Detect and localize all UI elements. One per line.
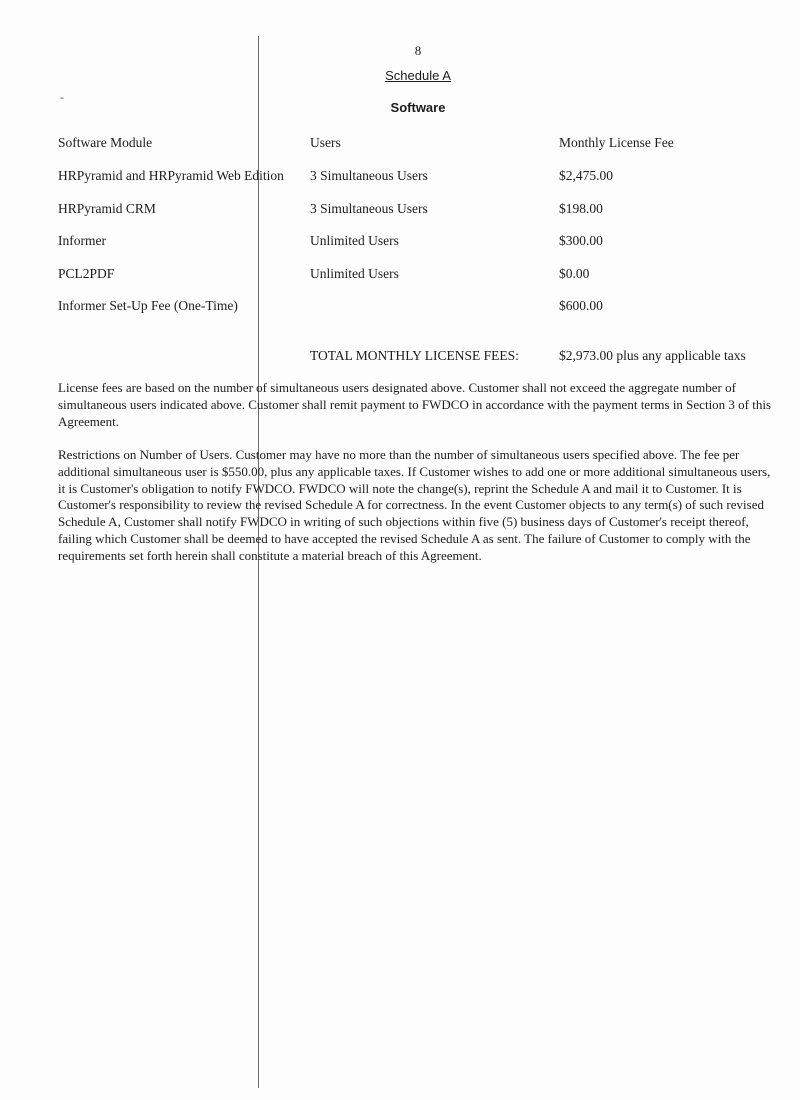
header-software-module: Software Module — [58, 135, 153, 150]
row-users: 3 Simultaneous Users — [310, 201, 428, 216]
header-users: Users — [310, 135, 341, 150]
row-fee: $2,475.00 — [559, 168, 613, 183]
schedule-title: Schedule A — [385, 68, 451, 83]
user-restrictions-paragraph: Restrictions on Number of Users. Customer may have no more than the number of simultaneous users specified above. The fee per additional simultaneous user is $550.00, plus any applicable taxes. If Customer wishes to add one or more additional simultaneous users, it is Customer's obligation to notify FWDCO. FWDCO will note the change(s), reprint the Schedule A and mail it to Customer. It is Customer's responsibility to review the revised Schedule A for correctness. In the event Customer objects to any term(s) of such revised Schedule A, Customer shall notify FWDCO in writing of such objections within five (5) business days of Customer's receipt thereof, failing which Customer shall be deemed to have accepted the revised Schedule A as sent. The failure of Customer to comply with the requirements set forth herein shall constitute a material breach of this Agreement. — [58, 447, 771, 563]
row-users: 3 Simultaneous Users — [310, 168, 428, 183]
row-module: Informer Set-Up Fee (One-Time) — [58, 298, 238, 313]
total-label: TOTAL MONTHLY LICENSE FEES: — [310, 348, 519, 363]
schedule-subtitle: Software — [390, 100, 446, 115]
total-value: $2,973.00 plus any applicable taxs — [559, 348, 746, 363]
page-number: 8 — [414, 43, 422, 58]
stray-mark: - — [60, 90, 64, 104]
row-users: Unlimited Users — [310, 233, 399, 248]
row-module: Informer — [58, 233, 106, 248]
row-module: HRPyramid CRM — [58, 201, 156, 216]
row-module: HRPyramid and HRPyramid Web Edition — [58, 168, 284, 183]
header-monthly-fee: Monthly License Fee — [559, 135, 674, 150]
row-fee: $0.00 — [559, 266, 590, 281]
row-fee: $198.00 — [559, 201, 603, 216]
license-fee-paragraph: License fees are based on the number of simultaneous users designated above. Customer shall not exceed the aggregate number of simultaneous users indicated above. Customer shall remit payment to FWDCO in accordance with the payment terms in Section 3 of this Agreement. — [58, 380, 772, 429]
row-module: PCL2PDF — [58, 266, 115, 281]
row-users: Unlimited Users — [310, 266, 399, 281]
row-fee: $600.00 — [559, 298, 603, 313]
row-fee: $300.00 — [559, 233, 603, 248]
